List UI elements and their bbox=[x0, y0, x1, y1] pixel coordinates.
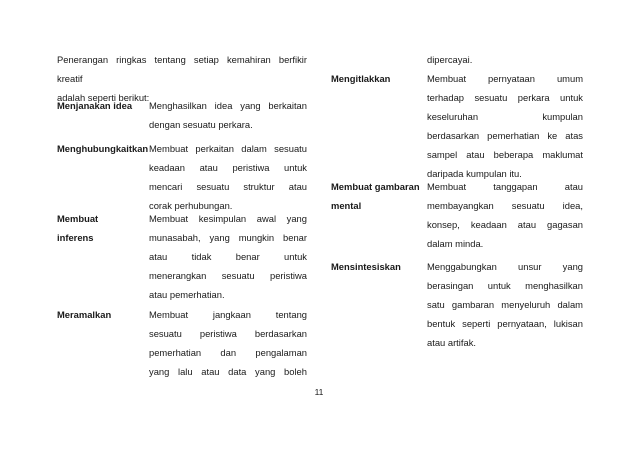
description-line: keseluruhan kumpulan bbox=[427, 111, 583, 122]
term-line: Mensintesiskan bbox=[331, 261, 401, 272]
description-line: mencari sesuatu struktur atau bbox=[149, 181, 307, 192]
term-line: inferens bbox=[57, 232, 94, 243]
right-column bbox=[331, 0, 583, 452]
description-line: atau tidak benar untuk bbox=[149, 251, 307, 262]
skill-description bbox=[427, 177, 583, 253]
term-line: Meramalkan bbox=[57, 309, 112, 320]
description-line: menerangkan sesuatu peristiwa bbox=[149, 270, 307, 281]
description-line: konsep, keadaan atau gagasan bbox=[427, 219, 583, 230]
term-line: Mengitlakkan bbox=[331, 73, 391, 84]
skill-term bbox=[57, 139, 148, 158]
description-line: Membuat kesimpulan awal yang bbox=[149, 213, 307, 224]
term-line: mental bbox=[331, 200, 362, 211]
page-number: 11 bbox=[314, 387, 324, 397]
description-line: bentuk seperti pernyataan, lukisan bbox=[427, 318, 583, 329]
term-line: Membuat bbox=[57, 213, 99, 224]
skill-term bbox=[331, 177, 420, 215]
description-line: daripada kumpulan itu. bbox=[427, 168, 522, 179]
description-line: Membuat jangkaan tentang bbox=[149, 309, 307, 320]
description-line: Membuat tanggapan atau bbox=[427, 181, 583, 192]
description-line: dipercayai. bbox=[427, 54, 473, 65]
description-line: berdasarkan pemerhatian ke atas bbox=[427, 130, 583, 141]
description-line: satu gambaran menyeluruh dalam bbox=[427, 299, 583, 310]
description-line: pemerhatian dan pengalaman bbox=[149, 347, 307, 358]
description-line: terhadap sesuatu perkara untuk bbox=[427, 92, 583, 103]
description-line: munasabah, yang mungkin benar bbox=[149, 232, 307, 243]
description-line: Membuat pernyataan umum bbox=[427, 73, 583, 84]
description-line: yang lalu atau data yang boleh bbox=[149, 366, 307, 377]
term-line: Menghubungkaitkan bbox=[57, 143, 149, 154]
intro-line: adalah seperti berikut: bbox=[57, 92, 150, 103]
skill-description bbox=[149, 139, 307, 215]
description-line: atau pemerhatian. bbox=[149, 289, 225, 300]
skill-description bbox=[149, 96, 307, 134]
skill-term bbox=[57, 305, 111, 324]
skill-description-continued bbox=[427, 50, 583, 69]
term-line: Menjanakan idea bbox=[57, 100, 133, 111]
skill-description bbox=[427, 69, 583, 183]
term-line: Membuat gambaran bbox=[331, 181, 420, 192]
skill-term bbox=[331, 69, 390, 88]
skill-description bbox=[149, 305, 307, 381]
description-line: Membuat perkaitan dalam sesuatu bbox=[149, 143, 307, 154]
skill-term bbox=[57, 96, 132, 115]
description-line: corak perhubungan. bbox=[149, 200, 233, 211]
description-line: Menghasilkan idea yang berkaitan bbox=[149, 100, 307, 111]
skill-description bbox=[149, 209, 307, 304]
skill-term bbox=[57, 209, 98, 247]
skill-description bbox=[427, 257, 583, 352]
intro-line: Penerangan ringkas tentang setiap kemahiran berfikir kreatif bbox=[57, 54, 307, 84]
skill-term bbox=[331, 257, 401, 276]
description-line: sampel atau beberapa maklumat bbox=[427, 149, 583, 160]
description-line: dengan sesuatu perkara. bbox=[149, 119, 253, 130]
left-column bbox=[57, 0, 307, 452]
description-line: berasingan untuk menghasilkan bbox=[427, 280, 583, 291]
description-line: keadaan atau peristiwa untuk bbox=[149, 162, 307, 173]
description-line: Menggabungkan unsur yang bbox=[427, 261, 583, 272]
description-line: sesuatu peristiwa berdasarkan bbox=[149, 328, 307, 339]
description-line: atau artifak. bbox=[427, 337, 476, 348]
description-line: dalam minda. bbox=[427, 238, 484, 249]
description-line: membayangkan sesuatu idea, bbox=[427, 200, 583, 211]
